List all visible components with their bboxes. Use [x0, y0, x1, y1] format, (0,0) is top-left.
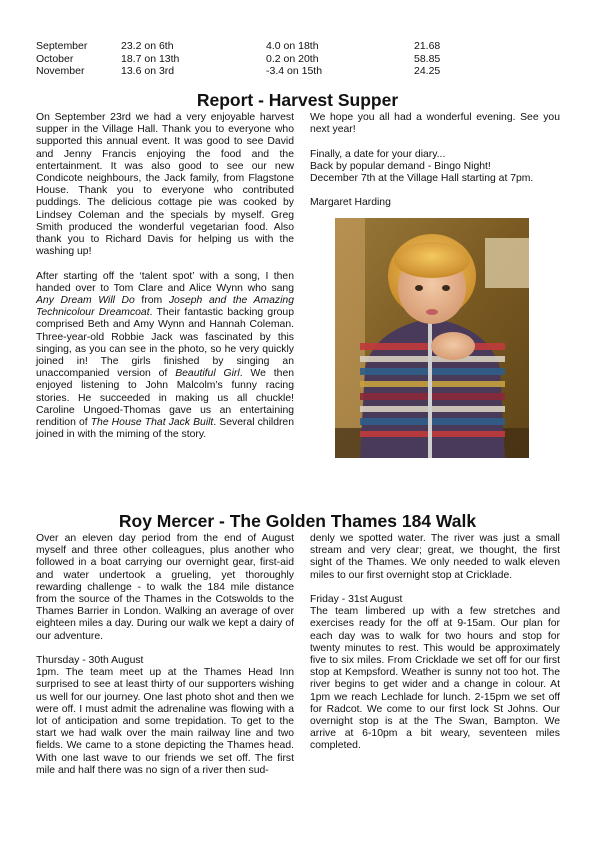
max-temp-cell: 18.7 on 13th [121, 52, 180, 65]
total-cell: 58.85 [414, 52, 441, 65]
min-temp-cell: 4.0 on 18th [266, 40, 319, 52]
song-title: Beautiful Girl [175, 368, 240, 380]
thames-walk-heading: Roy Mercer - The Golden Thames 184 Walk [118, 511, 477, 531]
thames-left-column [36, 533, 294, 777]
harvest-report-heading: Report - Harvest Supper [196, 90, 399, 110]
harvest-paragraph-2: After starting off the ‘talent spot’ with a song, I then handed over to Tom Clare and Alice Wynn who sang Any Dream Will Do from Joseph and the Amazing Technicolour Dreamcoat. Their fantastic backing group comprised Beth and Amy Wynn and Hannah Coleman. Three-year-old Robbie Jack was fascinated by this singing, as you can see in the photo, so he very quickly joined in! The girls finished by singing an unaccompanied version of Beautiful Girl. We then enjoyed listening to John Malcolm’s funny racing stories. He succeeded in making us all chuckle! Caroline Ungoed-Thomas gave us an entertaining rendition of The House That Jack Built. Several children joined in with the miming of the story. [36, 270, 294, 441]
author-signature: Margaret Harding [310, 197, 391, 209]
total-cell: 24.25 [414, 65, 441, 77]
harvest-right-column [310, 112, 560, 210]
thames-continuation: denly we spotted water. The river was just a small stream and very clear; great, we thought, the first sight of the Thames. We only needed to walk eleven miles to our first overnight stop at Cricklade. [310, 533, 560, 581]
month-cell: October [36, 52, 74, 65]
diary-date: Thursday - 30th August [36, 655, 144, 667]
bingo-announcement: Finally, a date for your diary... Back by popular demand - Bingo Night! December 7th at the Village Hall starting at 7pm. [310, 148, 534, 184]
diary-date: Friday - 31st August [310, 594, 403, 605]
weather-row-october [36, 53, 556, 66]
diary-entry-friday [310, 594, 560, 753]
musical-title: Joseph and the Amazing Technicolour Dreamcoat [36, 295, 294, 319]
min-temp-cell: -3.4 on 15th [266, 65, 323, 77]
max-temp-cell: 13.6 on 3rd [121, 65, 175, 77]
month-cell: September [36, 40, 88, 52]
weather-row-september [36, 40, 556, 53]
month-cell: November [36, 65, 85, 77]
diary-entry-thursday [36, 655, 294, 777]
max-temp-cell: 23.2 on 6th [121, 40, 174, 52]
harvest-left-column [36, 112, 294, 441]
weather-table [36, 40, 556, 78]
diary-text: The team limbered up with a few stretches and exercises ready for the off at 9-15am. Our plan for each day was to walk for two hours and stop for twenty minutes to rest. This would be approximately five to six miles. From Cricklade we set off for our first stop at Kempsford. Weather is sunny not too hot. The river begins to get wider and a change in colour. At 1pm we reach Lechlade for lunch. 2-15pm we set off for Radcot. We come to our first lock St Johns. Our overnight stop is at the The Swan, Bampton. We arrive at 6-10pm a bit weary, seventeen miles completed. [310, 606, 560, 752]
diary-text: 1pm. The team meet up at the Thames Head Inn surprised to see at least thirty of our supporters wishing us well for our journey. One last photo shot and then we were off. I must admit the adrenaline was flowing with a lot of anticipation and some trepidation. To get to the start we had walk over the main railway line and two fields. We came to a stone depicting the Thames head. With one last wave to our friends we set off. The first mile and half there was no sign of a river then sud- [36, 667, 294, 776]
min-temp-cell: 0.2 on 20th [266, 52, 319, 65]
child-photo [335, 218, 529, 458]
song-title: Any Dream Will Do [36, 295, 135, 307]
weather-row-november [36, 65, 556, 78]
story-title: The House That Jack Built [90, 417, 214, 429]
harvest-paragraph-1: On September 23rd we had a very enjoyable harvest supper in the Village Hall. Thank you to everyone who supported this annual event. It was good to see David and Jenny Francis enjoying the food and the entertainment. It was also good to see our new Condicote neighbours, the Jack family, from Flagstone House. Thank you to everyone who contributed puddings. The delicious cottage pie was cooked by Lindsey Coleman and the specials by myself. Greg Smith produced the wonderful vegetarian food. Also thank you to Richard Davis for helping us with the washing up! [36, 112, 294, 258]
total-cell: 21.68 [414, 40, 441, 52]
thames-right-column [310, 533, 560, 753]
thames-intro: Over an eleven day period from the end of August myself and three other colleagues, plus another who followed in a boat carrying our overnight gear, first-aid and water undertook a grueling, yet thoroughly rewarding challenge - to walk the 184 mile distance from the source of the Thames in the Cotswolds to the Thames Barrier in London. Walking an average of over eighteen miles a day. During our walk we kept a dairy of our adventure. [36, 533, 294, 642]
harvest-closing: We hope you all had a wonderful evening. See you next year! [310, 112, 560, 136]
